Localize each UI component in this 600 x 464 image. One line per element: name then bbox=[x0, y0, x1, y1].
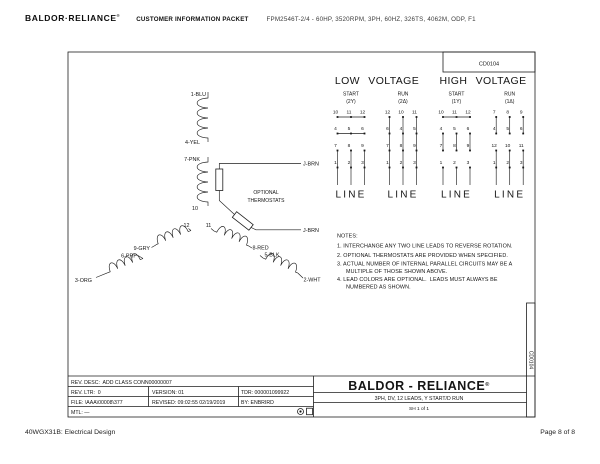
note-2: 2. OPTIONAL THERMOSTATS ARE PROVIDED WHEN SPECIFIED. bbox=[337, 253, 508, 259]
title-block bbox=[68, 376, 535, 417]
terminal-number: 12 bbox=[384, 110, 391, 116]
terminal-number: 5 bbox=[413, 126, 416, 132]
terminal-number: 4 bbox=[334, 126, 337, 132]
notes-section bbox=[337, 234, 513, 291]
lead-label-9-gry: 9-GRY bbox=[133, 246, 150, 252]
packet-title: CUSTOMER INFORMATION PACKET bbox=[136, 16, 249, 23]
logo-text: BALDOR·RELIANCE bbox=[25, 13, 117, 23]
lead-label-1-blu: 1-BLU bbox=[190, 92, 206, 98]
terminal-number: 9 bbox=[466, 143, 470, 149]
terminal-number: 11 bbox=[412, 110, 417, 116]
terminal-number: 10 bbox=[438, 110, 444, 116]
terminal-number: 10 bbox=[398, 110, 404, 116]
diagram-subtitle: (2Δ) bbox=[398, 99, 408, 105]
lead-label-2-wht: 2-WHT bbox=[303, 277, 321, 284]
terminal-number: 7 bbox=[386, 143, 389, 149]
terminal-number: 1 bbox=[492, 160, 496, 166]
thermostat-2 bbox=[219, 191, 301, 231]
rev-desc-field: REV. DESC: ADD CLASS CONN00000007 bbox=[71, 380, 172, 386]
version-field: VERSION: 01 bbox=[152, 390, 185, 396]
diagram-subtitle: (1Y) bbox=[451, 99, 462, 105]
terminal-number: 11 bbox=[452, 110, 457, 116]
drawing-description: 3PH, DV, 12 LEADS, Y START/D RUN bbox=[374, 396, 464, 402]
note-3-line2: MULTIPLE OF THOSE SHOWN ABOVE. bbox=[346, 269, 448, 275]
connection-diagram-2 bbox=[385, 92, 419, 201]
terminal-number: 2 bbox=[399, 160, 403, 166]
revised-field: REVISED: 09:02:55 02/19/2019 bbox=[152, 400, 226, 406]
lead-label-j-brn-1: J-BRN bbox=[303, 161, 319, 168]
rev-ltr-field: REV. LTR: 0 bbox=[71, 390, 101, 396]
terminal-number: 6 bbox=[386, 126, 389, 132]
high-voltage-heading: HIGH VOLTAGE bbox=[439, 75, 527, 87]
line-label: LINE bbox=[494, 189, 526, 201]
terminal-number: 11 bbox=[346, 110, 352, 116]
brand-registered-mark: ® bbox=[485, 382, 490, 388]
lead-label-j-brn-2: J-BRN bbox=[303, 227, 319, 234]
sheet-number: SH 1 of 1 bbox=[409, 407, 429, 412]
terminal-number: 8 bbox=[506, 110, 510, 116]
coil-phase-a-1 bbox=[197, 92, 208, 142]
diagram-title: START bbox=[343, 91, 359, 98]
terminal-number: 7 bbox=[439, 143, 443, 149]
page-footer bbox=[25, 429, 575, 436]
low-voltage-heading: LOW VOLTAGE bbox=[334, 75, 420, 87]
terminal-number: 8 bbox=[453, 143, 456, 149]
terminal-number: 10 bbox=[332, 110, 339, 116]
lead-label-8-red: 8-RED bbox=[252, 245, 269, 252]
model-spec-line: FPM2546T-2/4 - 60HP, 3520RPM, 3PH, 60HZ, 326TS, 4062M, ODP, F1 bbox=[266, 16, 476, 23]
thermostat-note-line1: OPTIONAL bbox=[253, 190, 279, 196]
notes-heading: NOTES: bbox=[337, 233, 358, 240]
terminal-number: 5 bbox=[453, 126, 456, 132]
terminal-number: 12 bbox=[465, 110, 471, 116]
terminal-number: 3 bbox=[466, 160, 470, 166]
diagram-subtitle: (2Y) bbox=[346, 99, 356, 105]
terminal-number: 8 bbox=[399, 143, 403, 149]
lead-label-6-prp: 6-PRP bbox=[121, 253, 137, 260]
note-4-line2: NUMBERED AS SHOWN. bbox=[346, 284, 411, 291]
terminal-number: 4 bbox=[439, 126, 443, 132]
terminal-number: 12 bbox=[491, 143, 497, 149]
terminal-number: 2 bbox=[506, 160, 510, 166]
diagram-title: RUN bbox=[504, 91, 516, 98]
thermostat-1 bbox=[216, 164, 301, 191]
registered-mark-icon: ® bbox=[116, 13, 121, 19]
brand-text: BALDOR - RELIANCE bbox=[348, 379, 486, 393]
terminal-number: 6 bbox=[519, 126, 523, 132]
terminal-number: 9 bbox=[413, 143, 416, 149]
line-label: LINE bbox=[440, 189, 473, 201]
connection-diagrams bbox=[333, 92, 525, 201]
doc-number-top: CD0104 bbox=[478, 61, 500, 68]
note-1: 1. INTERCHANGE ANY TWO LINE LEADS TO REVERSE ROTATION. bbox=[337, 243, 513, 250]
lead-label-5-blk: 5-BLK bbox=[264, 252, 280, 259]
terminal-number: 11 bbox=[518, 143, 524, 149]
tdr-field: TDR: 000001099922 bbox=[241, 390, 290, 396]
mtl-field: MTL: — bbox=[71, 410, 90, 416]
third-angle-projection-icon bbox=[298, 408, 313, 415]
diagram-title: RUN bbox=[397, 91, 409, 98]
connection-diagram-4 bbox=[492, 92, 526, 201]
note-3-line1: 3. ACTUAL NUMBER OF INTERNAL PARALLEL CIRCUITS MAY BE A bbox=[337, 261, 513, 268]
lead-label-11: 11 bbox=[205, 223, 212, 229]
diagram-title: START bbox=[448, 91, 465, 98]
terminal-number: 4 bbox=[492, 126, 496, 132]
line-label: LINE bbox=[387, 189, 419, 201]
terminal-number: 3 bbox=[519, 160, 523, 166]
line-label: LINE bbox=[335, 189, 367, 201]
terminal-number: 9 bbox=[519, 110, 523, 116]
terminal-number: 1 bbox=[439, 160, 443, 166]
terminal-number: 6 bbox=[466, 126, 470, 132]
by-field: BY: ENBRIRD bbox=[241, 400, 274, 406]
thermostat-note-line2: THERMOSTATS bbox=[247, 198, 285, 204]
terminal-number: 5 bbox=[506, 126, 510, 132]
terminal-number: 4 bbox=[399, 126, 403, 132]
connection-diagram-1 bbox=[333, 92, 367, 201]
terminal-number: 8 bbox=[347, 143, 351, 149]
terminal-number: 9 bbox=[361, 143, 364, 149]
terminal-number: 7 bbox=[492, 110, 496, 116]
title-block-brand bbox=[348, 379, 490, 393]
connection-diagram-3 bbox=[438, 92, 472, 201]
footer-doc-label: 40WGX31B: Electrical Design bbox=[25, 429, 116, 436]
terminal-number: 1 bbox=[334, 160, 337, 166]
lead-label-12: 12 bbox=[183, 223, 190, 229]
terminal-number: 5 bbox=[347, 126, 351, 132]
note-4-line1: 4. LEAD COLORS ARE OPTIONAL. LEADS MUST ALWAYS BE bbox=[337, 277, 498, 283]
lead-label-10: 10 bbox=[192, 206, 198, 212]
terminal-number: 6 bbox=[361, 126, 364, 132]
terminal-number: 1 bbox=[386, 160, 389, 166]
lead-label-7-pnk: 7-PNK bbox=[184, 157, 200, 163]
lead-label-3-org: 3-ORG bbox=[74, 278, 92, 284]
terminal-number: 2 bbox=[347, 160, 351, 166]
drawing-border bbox=[68, 52, 535, 417]
winding-schematic bbox=[75, 92, 321, 284]
terminal-number: 7 bbox=[334, 143, 337, 149]
doc-number-side: CD0104 bbox=[527, 350, 534, 370]
diagram-subtitle: (1Δ) bbox=[504, 99, 515, 105]
terminal-number: 2 bbox=[453, 160, 456, 166]
footer-page-number: Page 8 of 8 bbox=[540, 429, 575, 436]
terminal-number: 12 bbox=[359, 110, 366, 116]
terminal-number: 3 bbox=[361, 160, 364, 166]
file-field: FILE: \AAA\00008\377 bbox=[71, 400, 123, 406]
coil-phase-a-2 bbox=[197, 157, 208, 206]
terminal-number: 3 bbox=[413, 160, 416, 166]
terminal-number: 10 bbox=[505, 143, 511, 149]
coil-phase-c-1 bbox=[214, 224, 252, 246]
lead-label-4-yel: 4-YEL bbox=[185, 140, 200, 146]
